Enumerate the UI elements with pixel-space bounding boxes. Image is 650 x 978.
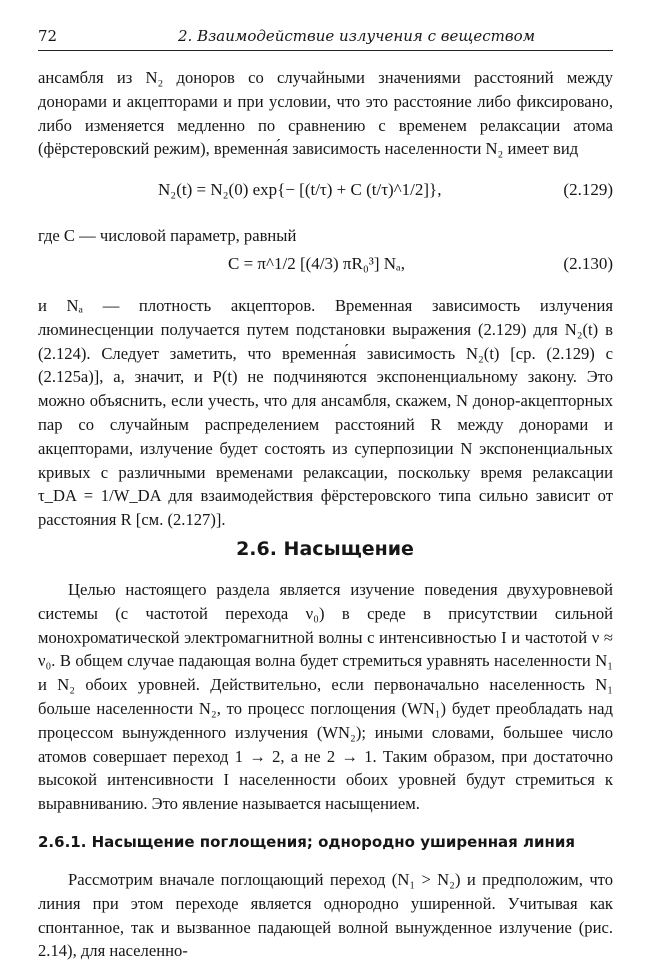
header-rule: [38, 50, 613, 51]
body-block-1: [38, 66, 613, 161]
equation-2-129: N₂(t) = N₂(0) exp{− [(t/τ) + C (t/τ)^1/2]},: [158, 180, 442, 199]
body-block-3: [38, 294, 613, 532]
body-block-5: [38, 868, 613, 963]
subsection-heading: 2.6.1. Насыщение поглощения; однородно уширенная линия: [38, 833, 576, 851]
equation-number-2-130: (2.130): [563, 254, 613, 273]
running-title: 2. Взаимодействие излучения с веществом: [178, 27, 536, 45]
paragraph-acceptor-density: и Nₐ — плотность акцепторов. Временная зависимость излучения люминесценции получается путем подстановки выражения (2.129) для N₂(t) в (2.124). Следует заметить, что временна́я зависимость N₂(t) [ср. (2.129) с (2.125а)], а, значит, и P(t) не подчиняются экспоненциальному закону. Это можно объяснить, если учесть, что для ансамбля, скажем, N донор-акцепторных пар со случайным распределением расстояний R между донорами и акцепторами, излучение будет состоять из суперпозиции N экспоненциальных кривых с различными временами релаксации, поскольку время релаксации τ_DA = 1/W_DA для взаимодействия фёрстеровского типа сильно зависит от расстояния R [см. (2.127)].: [38, 296, 613, 530]
equation-number-2-129: (2.129): [563, 180, 613, 199]
paragraph-constant-def: где C — числовой параметр, равный: [38, 226, 297, 245]
section-heading: 2.6. Насыщение: [236, 538, 414, 560]
paragraph-intro: ансамбля из N₂ доноров со случайными значениями расстояний между донорами и акцепторами и при условии, что это расстояние либо фиксировано, либо изменяется медленно по сравнению с временем релаксации атома (фёрстеровский режим), временна́я зависимость населенности N₂ имеет вид: [38, 68, 613, 159]
body-block-2: [38, 224, 613, 248]
body-block-4: [38, 578, 613, 816]
page-number: 72: [38, 27, 58, 45]
equation-2-130: C = π^1/2 [(4/3) πR₀³] Nₐ,: [228, 254, 405, 273]
paragraph-saturation: Целью настоящего раздела является изучение поведения двухуровневой системы (с частотой перехода ν₀) в среде в присутствии сильной монохроматической электромагнитной волны с интенсивностью I и частотой ν ≈ ν₀. В общем случае падающая волна будет стремиться уравнять населенности N₁ и N₂ обоих уровней. Действительно, если первоначально населенность N₁ больше населенности N₂, то процесс поглощения (WN₁) будет преобладать над процессом вынужденного излучения (WN₂); иными словами, большее число атомов совершает переход 1 → 2, а не 2 → 1. Таким образом, при достаточно высокой интенсивности I населенности обоих уровней будут стремиться к выравниванию. Это явление называется насыщением.: [38, 580, 613, 814]
paragraph-absorption: Рассмотрим вначале поглощающий переход (N₁ > N₂) и предположим, что линия при этом переходе является однородно уширенной. Учитывая как спонтанное, так и вызванное падающей волной вынужденное излучение (рис. 2.14), для населенно-: [38, 870, 613, 961]
